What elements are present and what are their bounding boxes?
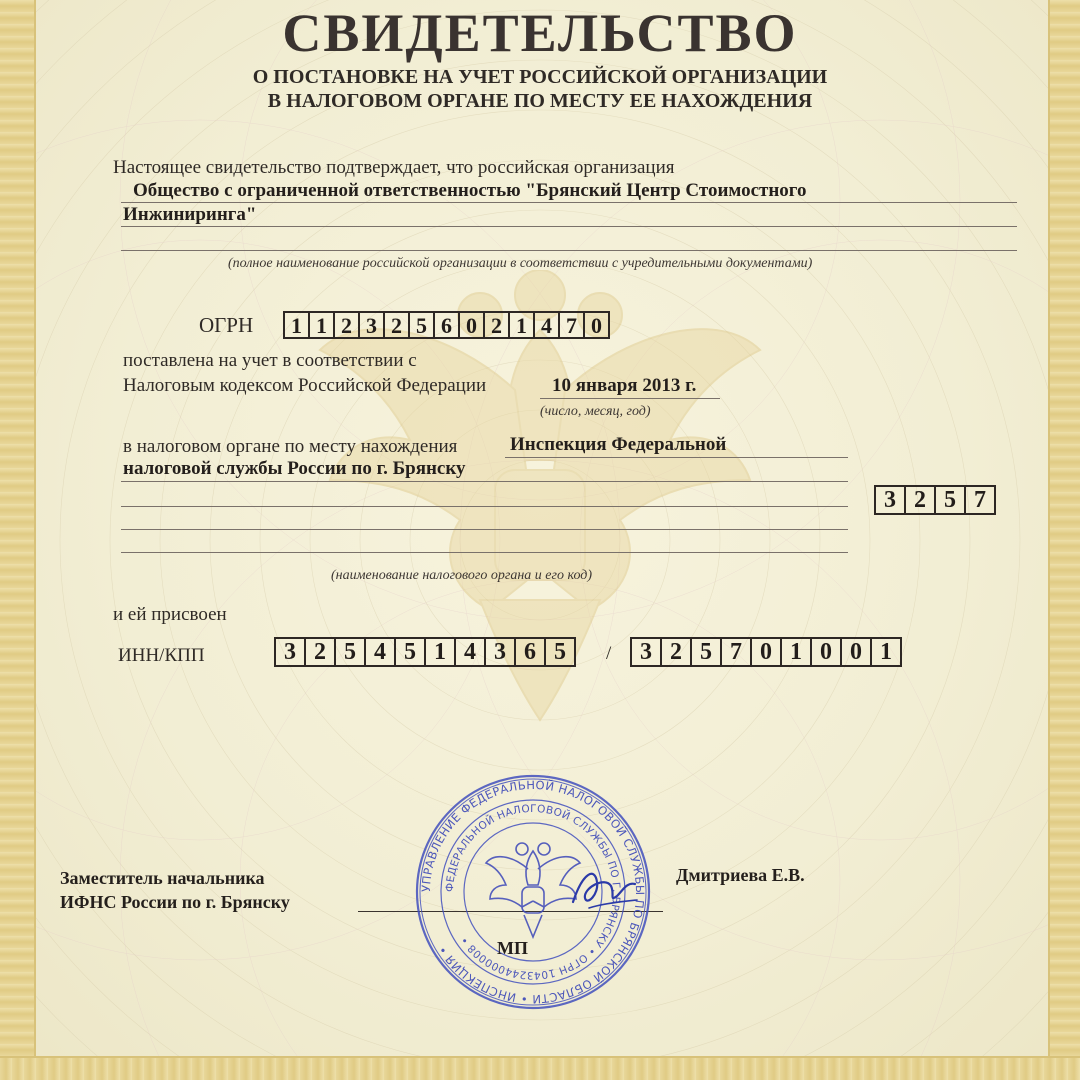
underline <box>121 552 848 553</box>
digit-cell: 5 <box>336 639 366 665</box>
authority-name-line1: Инспекция Федеральной <box>510 434 727 455</box>
underline <box>121 202 1017 203</box>
right-ornamental-border <box>1048 0 1080 1080</box>
digit-cell: 5 <box>936 487 966 513</box>
digit-cell: 2 <box>385 313 410 337</box>
digit-cell: 1 <box>285 313 310 337</box>
digit-cell: 3 <box>276 639 306 665</box>
digit-cell: 3 <box>360 313 385 337</box>
digit-cell: 5 <box>396 639 426 665</box>
digit-cell: 7 <box>974 487 986 513</box>
inn-kpp-label: ИНН/КПП <box>118 645 205 666</box>
digit-cell: 2 <box>306 639 336 665</box>
digit-cell: 3 <box>876 487 906 513</box>
digit-cell: 0 <box>460 313 485 337</box>
authority-label: в налоговом органе по месту нахождения <box>123 436 458 457</box>
underline <box>121 481 848 482</box>
svg-text:ФЕДЕРАЛЬНОЙ НАЛОГОВОЙ СЛУЖБЫ П: ФЕДЕРАЛЬНОЙ НАЛОГОВОЙ СЛУЖБЫ ПО Г. БРЯНСКУ • ОГРН 1043244000008 • <box>443 802 623 982</box>
digit-cell: 2 <box>485 313 510 337</box>
underline <box>505 457 848 458</box>
underline <box>540 398 720 399</box>
underline <box>121 529 848 530</box>
digit-cell: 1 <box>880 639 892 665</box>
digit-cell: 0 <box>752 639 782 665</box>
certificate-title: СВИДЕТЕЛЬСТВО <box>282 3 798 63</box>
authority-name-line2: налоговой службы России по г. Брянску <box>123 458 466 479</box>
digit-cell: 0 <box>842 639 872 665</box>
digit-cell: 1 <box>310 313 335 337</box>
ogrn-digit-boxes <box>283 311 610 339</box>
organization-name-caption: (полное наименование российской организации в соответствии с учредительными документами) <box>228 256 813 271</box>
signatory-name: Дмитриева Е.В. <box>676 865 805 885</box>
organization-name-line1: Общество с ограниченной ответственностью "Брянский Центр Стоимостного <box>133 180 807 201</box>
handwritten-signature <box>565 862 645 917</box>
certificate-subtitle-line2: В НАЛОГОВОМ ОРГАНЕ ПО МЕСТУ ЕЕ НАХОЖДЕНИЯ <box>267 90 813 112</box>
digit-cell: 3 <box>486 639 516 665</box>
underline <box>121 226 1017 227</box>
digit-cell: 2 <box>335 313 360 337</box>
digit-cell: 2 <box>662 639 692 665</box>
intro-text: Настоящее свидетельство подтверждает, что российская организация <box>113 157 675 178</box>
ogrn-label: ОГРН <box>199 313 254 337</box>
inn-kpp-separator: / <box>606 643 612 664</box>
authority-caption: (наименование налогового органа и его код) <box>331 568 593 583</box>
bottom-ornamental-border <box>0 1056 1080 1080</box>
assigned-label: и ей присвоен <box>113 604 227 625</box>
digit-cell: 4 <box>535 313 560 337</box>
registered-text-line2: Налоговым кодексом Российской Федерации <box>123 375 487 396</box>
digit-cell: 3 <box>632 639 662 665</box>
digit-cell: 5 <box>410 313 435 337</box>
left-ornamental-border <box>0 0 36 1080</box>
digit-cell: 1 <box>426 639 456 665</box>
digit-cell: 5 <box>554 639 566 665</box>
signatory-title-line1: Заместитель начальника <box>60 868 265 888</box>
registration-date: 10 января 2013 г. <box>552 375 697 396</box>
inn-digit-boxes <box>274 637 576 667</box>
underline <box>121 250 1017 251</box>
digit-cell: 4 <box>366 639 396 665</box>
kpp-digit-boxes <box>630 637 902 667</box>
digit-cell: 1 <box>510 313 535 337</box>
certificate-subtitle-line1: О ПОСТАНОВКЕ НА УЧЕТ РОССИЙСКОЙ ОРГАНИЗАЦИИ <box>252 66 828 88</box>
seal-mark: МП <box>497 938 528 958</box>
signatory-title-line2: ИФНС России по г. Брянску <box>60 892 290 912</box>
date-caption: (число, месяц, год) <box>540 404 651 419</box>
digit-cell: 6 <box>516 639 546 665</box>
digit-cell: 2 <box>906 487 936 513</box>
digit-cell: 0 <box>812 639 842 665</box>
authority-code-digit-boxes <box>874 485 996 515</box>
svg-text:УПРАВЛЕНИЕ ФЕДЕРАЛЬНОЙ НАЛОГОВ: УПРАВЛЕНИЕ ФЕДЕРАЛЬНОЙ НАЛОГОВОЙ СЛУЖБЫ ПО БРЯНСКОЙ ОБЛАСТИ • ИНСПЕКЦИЯ • <box>418 777 648 1007</box>
underline <box>121 506 848 507</box>
registered-text-line1: поставлена на учет в соответствии с <box>123 350 417 371</box>
digit-cell: 7 <box>722 639 752 665</box>
digit-cell: 6 <box>435 313 460 337</box>
digit-cell: 4 <box>456 639 486 665</box>
digit-cell: 5 <box>692 639 722 665</box>
digit-cell: 1 <box>782 639 812 665</box>
digit-cell: 7 <box>560 313 585 337</box>
organization-name-line2: Инжиниринга" <box>123 204 257 225</box>
coat-of-arms-watermark <box>300 270 780 740</box>
digit-cell: 0 <box>591 313 602 338</box>
